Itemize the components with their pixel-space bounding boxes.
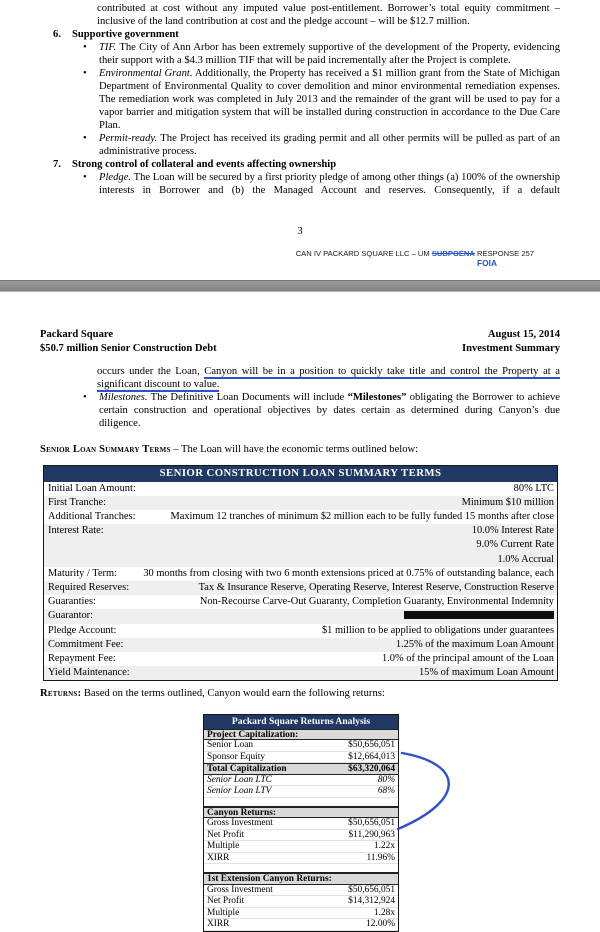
bullet-milestones	[83, 391, 561, 430]
returns-row-label: Canyon Returns:	[207, 807, 277, 818]
numbered-item-7	[53, 158, 600, 171]
bullet-text: The Loan will be secured by a first priority pledge of among other things (a) 100% of the ownership interests in Borrower and (b) the Managed Account and reserves. Consequently, if a default	[99, 172, 560, 196]
terms-row-value: 1.0% of the principal amount of the Loan	[382, 652, 554, 664]
terms-row-value: 30 months from closing with two 6 month extensions priced at 0.75% of outstanding balance, each	[143, 567, 554, 579]
bullet-lead: TIF.	[99, 42, 117, 53]
bullet-tif	[83, 41, 560, 67]
terms-row	[44, 595, 557, 609]
bates-footer	[296, 249, 534, 258]
terms-row	[44, 482, 557, 496]
terms-row-label: Guarantor:	[48, 610, 94, 622]
returns-row	[204, 873, 398, 885]
returns-row-label: Senior Loan LTC	[207, 774, 272, 785]
doc-type: Investment Summary	[462, 342, 560, 354]
returns-row-value: 1.28x	[373, 907, 395, 918]
terms-row-value: 1.0% Accrual	[497, 553, 554, 565]
header-left	[40, 328, 217, 355]
terms-row-value: Tax & Insurance Reserve, Operating Reserve, Interest Reserve, Construction Reserve	[198, 581, 554, 593]
returns-row-label: Multiple	[207, 841, 240, 851]
terms-row	[44, 567, 557, 581]
returns-row	[204, 752, 398, 764]
terms-row-label: First Tranche:	[48, 496, 107, 508]
terms-row-label: Repayment Fee:	[48, 652, 116, 664]
blue-underlined-annotation: Canyon will be in a position to quickly take title and control the Property at a significant discount to value.	[97, 366, 560, 390]
doc-title: Packard Square	[40, 329, 114, 340]
returns-row-label: XIRR	[207, 852, 230, 863]
returns-row-value: $63,320,064	[348, 764, 395, 774]
terms-row-value: 80% LTC	[513, 482, 554, 494]
terms-row	[44, 510, 557, 524]
continuation-paragraph-2	[97, 365, 560, 391]
returns-row-label: Total Capitalization	[207, 764, 287, 774]
struck-subpoena-text[interactable]: SUBPOENA	[431, 249, 475, 258]
returns-row-label: Senior Loan LTV	[207, 786, 272, 796]
bullet-lead: Environmental Grant.	[99, 68, 193, 79]
returns-row	[204, 841, 398, 853]
terms-row-value: 10.0% Interest Rate	[471, 525, 554, 537]
bullet-text: The City of Ann Arbor has been extremely supportive of the development of the Property, evidencing their support with a $4.3 million TIF that will be paid incrementally after the Project is complete.	[99, 42, 560, 66]
returns-row-value: $12,664,013	[348, 751, 395, 762]
returns-row	[204, 729, 398, 741]
returns-row-label: 1st Extension Canyon Returns:	[207, 874, 332, 884]
bullet-icon: •	[83, 68, 87, 79]
returns-row-label: Net Profit	[207, 896, 245, 906]
returns-row	[204, 763, 398, 775]
bullet-lead: Pledge.	[99, 172, 132, 183]
terms-table-title: SENIOR CONSTRUCTION LOAN SUMMARY TERMS	[44, 466, 557, 482]
terms-table-body	[44, 482, 557, 681]
bullet-text: Additionally, the Property has received a $1 million grant from the State of Michigan Department of Environmental Quality to cover demolition and minor environmental remediation expenses. The remediation work was completed in July 2013 and the remainder of the grant will be used to pay for a vapor barrier and mitigation system that will be installed during construction in accordance to the Due Care Plan.	[99, 68, 560, 131]
terms-section-intro	[40, 444, 560, 455]
page-header	[40, 328, 560, 355]
terms-row-value-redacted	[93, 609, 557, 623]
bullet-bold-text: “Milestones”	[347, 392, 407, 403]
numbered-item-6	[53, 28, 600, 41]
returns-row	[204, 896, 398, 908]
footer-text: CAN IV PACKARD SQUARE LLC – UM	[295, 249, 432, 258]
terms-row	[44, 524, 557, 567]
returns-row-label: Gross Investment	[207, 884, 273, 895]
returns-row-value: $50,656,051	[348, 884, 395, 895]
terms-row-label: Maturity / Term:	[48, 567, 117, 579]
terms-row-label: Pledge Account:	[48, 624, 117, 636]
returns-row	[204, 740, 398, 752]
continuation-paragraph: contributed at cost without any imputed value post-entitlement. Borrower’s total equity commitment – inclusive of the land contribution at cost and the pledge account – will be $12.7 million.	[97, 3, 560, 27]
section-heading: Returns:	[40, 688, 82, 699]
bullet-icon: •	[83, 172, 87, 183]
returns-row-value: 1.22x	[373, 841, 395, 851]
senior-loan-terms-table	[43, 465, 558, 681]
returns-row-value: $11,290,963	[348, 829, 395, 840]
returns-row-label: Senior Loan	[207, 740, 254, 750]
bullet-lead: Permit-ready.	[99, 133, 158, 144]
bullet-icon: •	[83, 42, 87, 53]
doc-date: August 15, 2014	[487, 329, 560, 340]
terms-row-label: Commitment Fee:	[48, 638, 124, 650]
returns-row	[204, 864, 398, 873]
item-number: 7.	[53, 159, 61, 170]
header-right	[462, 328, 560, 355]
terms-row-label: Yield Maintenance:	[48, 667, 130, 679]
page-break-divider	[0, 280, 600, 292]
returns-row	[204, 807, 398, 819]
returns-table-title: Packard Square Returns Analysis	[204, 715, 398, 729]
returns-row	[204, 908, 398, 920]
bullet-lead: Milestones.	[99, 392, 148, 403]
returns-row-value: 68%	[377, 786, 395, 796]
returns-row	[204, 798, 398, 807]
bullet-text: obligating the Borrower to achieve certain construction and operational objectives by dates certain as determined during Canyon’s due diligence.	[99, 392, 561, 429]
page-number: 3	[297, 226, 303, 237]
returns-row-label: Multiple	[207, 907, 240, 918]
returns-row	[204, 830, 398, 842]
redaction-bar	[404, 611, 554, 619]
section-heading: Senior Loan Summary Terms	[40, 444, 171, 455]
bullet-permit-ready	[83, 132, 560, 158]
section-intro-text: Based on the terms outlined, Canyon would earn the following returns:	[81, 688, 385, 699]
returns-row	[204, 775, 398, 787]
terms-row	[44, 496, 557, 510]
bullet-icon: •	[83, 392, 87, 403]
terms-row-label: Guaranties:	[48, 596, 96, 608]
terms-row-value: Maximum 12 tranches of minimum $2 million each to be fully funded 15 months after close	[170, 510, 554, 522]
terms-row	[44, 624, 557, 638]
returns-row	[204, 853, 398, 865]
returns-row-label: XIRR	[207, 919, 230, 929]
returns-row-value: 80%	[377, 774, 395, 785]
paragraph-lead: occurs under the Loan,	[97, 366, 205, 377]
returns-row-label: Gross Investment	[207, 818, 273, 828]
returns-row-label: Project Capitalization:	[207, 729, 299, 740]
returns-row-value: $50,656,051	[348, 818, 395, 828]
blue-curve-annotation	[392, 740, 472, 840]
bullet-pledge	[83, 171, 560, 197]
terms-row-value: Minimum $10 million	[461, 496, 554, 508]
returns-row	[204, 885, 398, 897]
terms-row-value: $1 million to be applied to obligations under guarantees	[321, 624, 554, 636]
terms-row	[44, 652, 557, 666]
footer-text: RESPONSE 257	[474, 249, 534, 258]
document-page-4	[0, 292, 600, 929]
terms-row-values	[104, 524, 557, 567]
terms-row-label: Interest Rate:	[48, 525, 104, 537]
returns-row-label: Sponsor Equity	[207, 751, 266, 762]
returns-row-value: 11.96%	[366, 852, 395, 863]
returns-section-intro	[40, 688, 560, 699]
returns-row-value: 12.00%	[366, 919, 395, 929]
terms-row	[44, 666, 557, 680]
item-title: Supportive government	[72, 29, 179, 40]
returns-row	[204, 818, 398, 830]
terms-row	[44, 609, 557, 623]
terms-row	[44, 581, 557, 595]
returns-table-body	[204, 729, 398, 931]
bullet-text: The Project has received its grading permit and all other permits will be pulled as part of an administrative process.	[99, 133, 560, 157]
bullet-text: The Definitive Loan Documents will include	[147, 392, 348, 403]
returns-row-label: Net Profit	[207, 829, 245, 840]
item-number: 6.	[53, 29, 61, 40]
terms-row-label: Additional Tranches:	[48, 510, 136, 522]
terms-row-value: 1.25% of the maximum Loan Amount	[395, 638, 554, 650]
terms-row-value: Non-Recourse Carve-Out Guaranty, Completion Guaranty, Environmental Indemnity	[199, 596, 554, 608]
doc-subtitle: $50.7 million Senior Construction Debt	[40, 342, 217, 354]
document-page-3	[0, 0, 600, 280]
terms-row-value: 9.0% Current Rate	[476, 539, 554, 551]
returns-row-value: $14,312,924	[348, 896, 395, 906]
returns-row-value: $50,656,051	[348, 740, 395, 750]
returns-analysis-table	[203, 714, 399, 932]
terms-row-label: Initial Loan Amount:	[48, 482, 136, 494]
bullet-environmental-grant	[83, 67, 560, 132]
terms-row-label: Required Reserves:	[48, 581, 130, 593]
item-title: Strong control of collateral and events affecting ownership	[72, 159, 337, 170]
terms-row	[44, 638, 557, 652]
terms-row-value: 15% of maximum Loan Amount	[418, 667, 554, 679]
bullet-icon: •	[83, 133, 87, 144]
foia-link[interactable]: FOIA	[476, 258, 497, 268]
returns-row	[204, 786, 398, 798]
section-intro-text: – The Loan will have the economic terms outlined below:	[170, 444, 419, 455]
